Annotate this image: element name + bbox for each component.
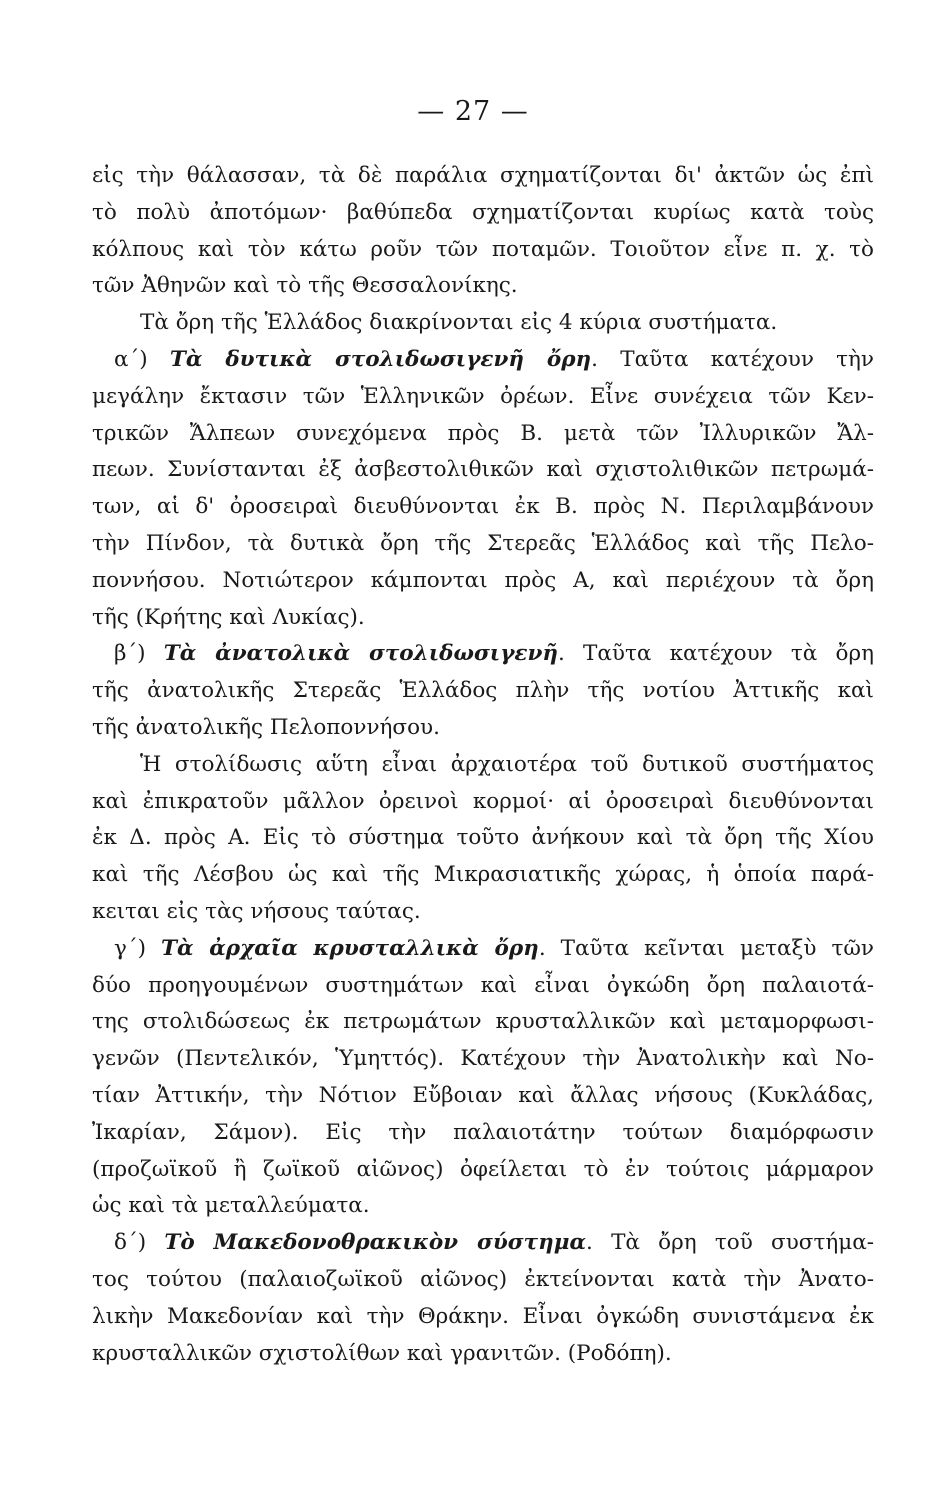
- text-line: ἐκ Δ. πρὸς Α. Εἰς τὸ σύστημα τοῦτο ἀνήκουν καὶ τὰ ὄρη τῆς Χίου: [92, 825, 874, 851]
- section-heading: Τὰ δυτικὰ στολιδωσιγενῆ ὄρη: [169, 346, 592, 372]
- text-line: των, αἱ δ' ὀροσειραὶ διευθύνονται ἐκ Β. πρὸς Ν. Περιλαμβάνουν: [92, 494, 874, 520]
- text-line: τῆς (Κρήτης καὶ Λυκίας).: [92, 604, 365, 630]
- section-heading: Τὰ ἀνατολικὰ στολιδωσιγενῆ: [163, 641, 559, 667]
- text-line: τρικῶν Ἄλπεων συνεχόμενα πρὸς Β. μετὰ τῶν Ἰλλυρικῶν Ἄλ-: [92, 420, 874, 446]
- text-line: τῆς ἀνατολικῆς Πελοποννήσου.: [92, 714, 440, 740]
- section-text: . Ταῦτα κατέχουν τὴν: [591, 346, 874, 372]
- text-line: γενῶν (Πεντελικόν, Ὑμηττός). Κατέχουν τὴν Ἀνατολικὴν καὶ Νο-: [92, 1046, 874, 1072]
- text-line: τίαν Ἀττικήν, τὴν Νότιον Εὔβοιαν καὶ ἄλλας νήσους (Κυκλάδας,: [92, 1082, 874, 1108]
- text-line: κόλπους καὶ τὸν κάτω ροῦν τῶν ποταμῶν. Τοιοῦτον εἶνε π. χ. τὸ: [92, 236, 874, 262]
- text-line: μεγάλην ἔκτασιν τῶν Ἑλληνικῶν ὀρέων. Εἶνε συνέχεια τῶν Κεν-: [92, 383, 874, 409]
- section-heading-line: [92, 636, 874, 673]
- section-heading-line: [92, 342, 874, 379]
- text-line: Τὰ ὄρη τῆς Ἑλλάδος διακρίνονται εἰς 4 κύρια συστήματα.: [140, 310, 778, 336]
- page-number: — 27 —: [417, 96, 529, 127]
- text-line: ποννήσου. Νοτιώτερον κάμπονται πρὸς Α, καὶ περιέχουν τὰ ὄρη: [92, 567, 874, 593]
- text-line: Ἰκαρίαν, Σάμον). Εἰς τὴν παλαιοτάτην τούτων διαμόρφωσιν: [92, 1119, 874, 1145]
- text-line: Ἡ στολίδωσις αὕτη εἶναι ἀρχαιοτέρα τοῦ δυτικοῦ συστήματος: [140, 751, 874, 777]
- section-text: . Ταῦτα κατέχουν τὰ ὄρη: [558, 641, 874, 667]
- text-line: τὴν Πίνδον, τὰ δυτικὰ ὄρη τῆς Στερεᾶς Ἑλλάδος καὶ τῆς Πελο-: [92, 530, 874, 556]
- section-heading: Τὸ Μακεδονοθρακικὸν σύστημα: [164, 1230, 586, 1256]
- text-line: δύο προηγουμένων συστημάτων καὶ εἶναι ὀγκώδη ὄρη παλαιοτά-: [92, 972, 874, 998]
- text-line: τῆς ἀνατολικῆς Στερεᾶς Ἑλλάδος πλὴν τῆς νοτίου Ἀττικῆς καὶ: [92, 678, 874, 704]
- text-line: λικὴν Μακεδονίαν καὶ τὴν Θράκην. Εἶναι ὀγκώδη συνιστάμενα ἐκ: [92, 1303, 874, 1329]
- section-marker: γ΄): [114, 935, 162, 961]
- text-line: (προζωϊκοῦ ἢ ζωϊκοῦ αἰῶνος) ὀφείλεται τὸ ἐν τούτοις μάρμαρον: [92, 1156, 874, 1182]
- section-marker: α΄): [114, 346, 170, 372]
- section-heading: Τὰ ἀρχαῖα κρυσταλλικὰ ὄρη: [161, 935, 539, 961]
- text-line: καὶ τῆς Λέσβου ὡς καὶ τῆς Μικρασιατικῆς χώρας, ἡ ὁποία παρά-: [92, 862, 874, 888]
- section-marker: β΄): [114, 641, 164, 667]
- text-line: πεων. Συνίστανται ἐξ ἀσβεστολιθικῶν καὶ σχιστολιθικῶν πετρωμά-: [92, 457, 874, 483]
- section-text: . Τὰ ὄρη τοῦ συστήμα-: [586, 1230, 874, 1256]
- text-line: κρυσταλλικῶν σχιστολίθων καὶ γρανιτῶν. (Ροδόπη).: [92, 1340, 672, 1366]
- text-line: κειται εἰς τὰς νήσους ταύτας.: [92, 898, 421, 924]
- section-heading-line: [92, 931, 874, 968]
- text-line: τῶν Ἀθηνῶν καὶ τὸ τῆς Θεσσαλονίκης.: [92, 273, 518, 299]
- section-heading-line: [92, 1225, 874, 1262]
- section-text: . Ταῦτα κεῖνται μεταξὺ τῶν: [538, 935, 874, 961]
- body-text: [92, 158, 874, 1372]
- text-line: τὸ πολὺ ἀποτόμων· βαθύπεδα σχηματίζονται κυρίως κατὰ τοὺς: [92, 199, 874, 225]
- text-line: ὡς καὶ τὰ μεταλλεύματα.: [92, 1193, 370, 1219]
- text-line: καὶ ἐπικρατοῦν μᾶλλον ὀρεινοὶ κορμοί· αἱ ὀροσειραὶ διευθύνονται: [92, 788, 874, 814]
- text-line: τος τούτου (παλαιοζωϊκοῦ αἰῶνος) ἐκτείνονται κατὰ τὴν Ἀνατο-: [92, 1266, 874, 1292]
- section-marker: δ΄): [114, 1230, 165, 1256]
- text-line: της στολιδώσεως ἐκ πετρωμάτων κρυσταλλικῶν καὶ μεταμορφωσι-: [92, 1009, 874, 1035]
- text-line: εἰς τὴν θάλασσαν, τὰ δὲ παράλια σχηματίζονται δι' ἀκτῶν ὡς ἐπὶ: [92, 163, 874, 188]
